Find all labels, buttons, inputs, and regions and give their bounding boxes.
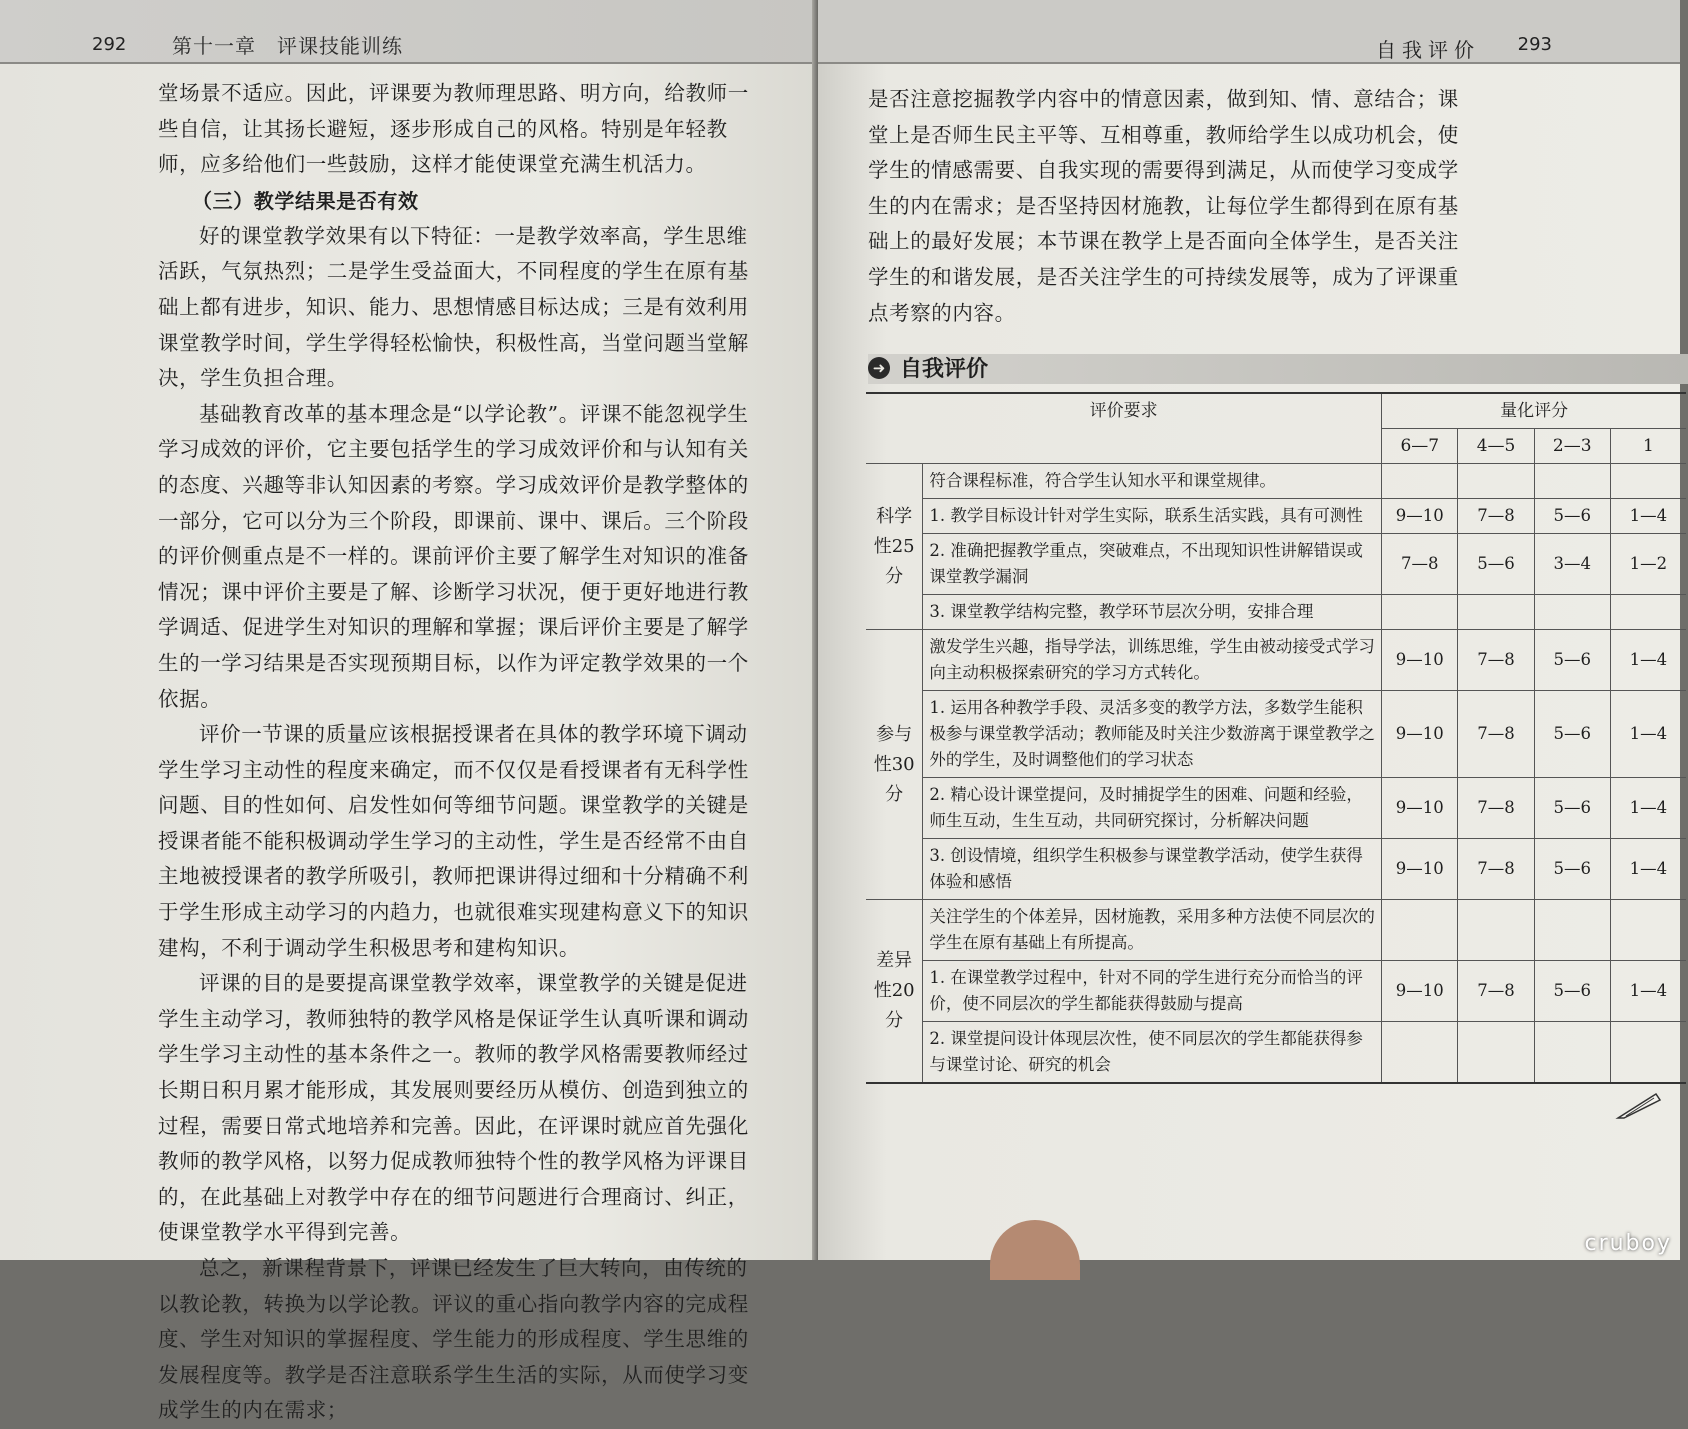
category-label: 科学性25分 — [866, 464, 923, 630]
row-text: 3. 课堂教学结构完整，教学环节层次分明，安排合理 — [923, 595, 1382, 630]
paragraph: 是否注意挖掘教学内容中的情意因素，做到知、情、意结合；课堂上是否师生民主平等、互相尊重，教师给学生以成功机会，使学生的情感需要、自我实现的需要得到满足，从而使学习变成学生的内在需求；是否坚持因材施教，让每位学生都得到在原有基础上的最好发展；本节课在教学上是否面向全体学生，是否关注学生的和谐发展，是否关注学生的可持续发展等，成为了评课重点考察的内容。 — [868, 87, 1459, 325]
score-level: 6—7 — [1382, 429, 1458, 464]
table-row — [866, 961, 1686, 1022]
row-text: 2. 精心设计课堂提问，及时捕捉学生的困难、问题和经验，师生互动，生生互动，共同研究探讨，分析解决问题 — [923, 778, 1382, 839]
left-page — [0, 0, 830, 1423]
score-cell: 1—4 — [1610, 691, 1686, 778]
row-text: 1. 运用各种教学手段、灵活多变的教学方法，多数学生能积极参与课堂教学活动；教师能及时关注少数游离于课堂教学之外的学生，及时调整他们的学习状态 — [923, 691, 1382, 778]
row-text: 3. 创设情境，组织学生积极参与课堂教学活动，使学生获得体验和感悟 — [923, 839, 1382, 900]
left-page-body — [158, 76, 758, 1429]
table-row — [866, 778, 1686, 839]
score-cell: 1—2 — [1610, 534, 1686, 595]
score-cell — [1610, 595, 1686, 630]
score-cell: 7—8 — [1458, 499, 1534, 534]
score-cell — [1382, 464, 1458, 499]
score-cell: 1—4 — [1610, 961, 1686, 1022]
row-text: 2. 课堂提问设计体现层次性，使不同层次的学生都能获得参与课堂讨论、研究的机会 — [923, 1022, 1382, 1084]
running-title: 自我评价 — [1376, 38, 1480, 62]
score-cell — [1382, 900, 1458, 961]
table-row — [866, 464, 1686, 499]
table-row — [866, 499, 1686, 534]
score-cell — [1458, 1022, 1534, 1084]
score-cell — [1534, 900, 1610, 961]
score-cell — [1458, 464, 1534, 499]
right-page-body — [868, 82, 1478, 331]
score-cell: 5—6 — [1534, 778, 1610, 839]
score-cell — [1534, 464, 1610, 499]
score-cell: 9—10 — [1382, 691, 1458, 778]
score-cell — [1534, 1022, 1610, 1084]
paragraph: 评课的目的是要提高课堂教学效率，课堂教学的关键是促进学生主动学习，教师独特的教学风格是保证学生认真听课和调动学生学习主动性的基本条件之一。教师的教学风格需要教师经过长期日积月累才能形成，其发展则要经历从模仿、创造到独立的过程，需要日常式地培养和完善。因此，在评课时就应首先强化教师的教学风格，以努力促成教师独特个性的教学风格为评课目的，在此基础上对教学中存在的细节问题进行合理商讨、纠正，使课堂教学水平得到完善。 — [158, 971, 749, 1245]
row-text: 1. 教学目标设计针对学生实际，联系生活实践，具有可测性 — [923, 499, 1382, 534]
score-level: 1 — [1610, 429, 1686, 464]
score-cell: 1—4 — [1610, 778, 1686, 839]
score-cell: 1—4 — [1610, 839, 1686, 900]
table-row — [866, 630, 1686, 691]
score-cell: 9—10 — [1382, 778, 1458, 839]
score-cell — [1610, 464, 1686, 499]
score-cell — [1610, 1022, 1686, 1084]
paragraph: 评价一节课的质量应该根据授课者在具体的教学环境下调动学生学习主动性的程度来确定，而不仅仅是看授课者有无科学性问题、目的性如何、启发性如何等细节问题。课堂教学的关键是授课者能不能积极调动学生学习的主动性，学生是否经常不由自主地被授课者的教学所吸引，教师把课讲得过细和十分精确不利于学生形成主动学习的内趋力，也就很难实现建构意义下的知识建构，不利于调动学生积极思考和建构知识。 — [158, 722, 749, 960]
score-cell: 1—4 — [1610, 499, 1686, 534]
table-row — [866, 691, 1686, 778]
paragraph: 堂场景不适应。因此，评课要为教师理思路、明方向，给教师一些自信，让其扬长避短，逐步形成自己的风格。特别是年轻教师，应多给他们一些鼓励，这样才能使课堂充满生机活力。 — [158, 81, 749, 177]
score-cell: 9—10 — [1382, 499, 1458, 534]
score-cell: 9—10 — [1382, 961, 1458, 1022]
score-cell: 7—8 — [1458, 961, 1534, 1022]
table-row — [866, 900, 1686, 961]
subheading: （三）教学结果是否有效 — [192, 188, 419, 213]
paragraph: 基础教育改革的基本理念是“以学论教”。评课不能忽视学生学习成效的评价，它主要包括学生的学习成效评价和与认知有关的态度、兴趣等非认知因素的考察。学习成效评价是教学整体的一部分，它可以分为三个阶段，即课前、课中、课后。三个阶段的评价侧重点是不一样的。课前评价主要了解学生对知识的准备情况；课中评价主要是了解、诊断学习状况，便于更好地进行教学调适、促进学生对知识的理解和掌握；课后评价主要是了解学生的一学习结果是否实现预期目标，以作为评定教学效果的一个依据。 — [158, 401, 749, 711]
row-text: 1. 在课堂教学过程中，针对不同的学生进行充分而恰当的评价，使不同层次的学生都能获得鼓励与提高 — [923, 961, 1382, 1022]
category-label: 参与性30分 — [866, 630, 923, 900]
quill-icon — [1616, 1090, 1662, 1120]
left-page-header — [0, 0, 830, 64]
score-cell: 5—6 — [1534, 839, 1610, 900]
score-cell: 7—8 — [1382, 534, 1458, 595]
score-cell — [1534, 595, 1610, 630]
table-row — [866, 839, 1686, 900]
paragraph: 总之，新课程背景下，评课已经发生了巨大转向，由传统的以教论教，转换为以学论教。评议的重心指向教学内容的完成程度、学生对知识的掌握程度、学生能力的形成程度、学生思维的发展程度等。教学是否注意联系学生生活的实际，从而使学习变成学生的内在需求； — [158, 1256, 749, 1423]
score-cell: 7—8 — [1458, 839, 1534, 900]
category-label: 差异性20分 — [866, 900, 923, 1084]
score-cell — [1382, 595, 1458, 630]
table-header-score: 量化评分 — [1382, 393, 1686, 429]
score-cell — [1610, 900, 1686, 961]
score-cell: 5—6 — [1534, 499, 1610, 534]
score-cell: 9—10 — [1382, 839, 1458, 900]
table-header-requirement: 评价要求 — [866, 393, 1382, 464]
row-text: 关注学生的个体差异，因材施教，采用多种方法使不同层次的学生在原有基础上有所提高。 — [923, 900, 1382, 961]
chapter-title: 第十一章 评课技能训练 — [172, 34, 403, 58]
table-row — [866, 1022, 1686, 1084]
score-cell: 5—6 — [1534, 961, 1610, 1022]
score-cell: 3—4 — [1534, 534, 1610, 595]
row-text: 2. 准确把握教学重点，突破难点，不出现知识性讲解错误或课堂教学漏洞 — [923, 534, 1382, 595]
score-cell: 5—6 — [1458, 534, 1534, 595]
paragraph: 好的课堂教学效果有以下特征：一是教学效率高，学生思维活跃，气氛热烈；二是学生受益面大，不同程度的学生在原有基础上都有进步，知识、能力、思想情感目标达成；三是有效利用课堂教学时间，学生学得轻松愉快，积极性高，当堂问题当堂解决，学生负担合理。 — [158, 223, 749, 391]
right-page-header — [818, 0, 1680, 64]
score-cell: 1—4 — [1610, 630, 1686, 691]
score-cell — [1382, 1022, 1458, 1084]
row-text: 符合课程标准，符合学生认知水平和课堂规律。 — [923, 464, 1382, 499]
section-heading — [868, 352, 988, 383]
score-cell — [1458, 900, 1534, 961]
score-cell: 7—8 — [1458, 778, 1534, 839]
score-cell — [1458, 595, 1534, 630]
right-page-number: 293 — [1517, 34, 1552, 55]
table-row — [866, 534, 1686, 595]
score-cell: 5—6 — [1534, 691, 1610, 778]
score-cell: 7—8 — [1458, 630, 1534, 691]
section-bar — [868, 354, 1688, 384]
arrow-circle-icon: ➜ — [868, 357, 890, 379]
score-level: 2—3 — [1534, 429, 1610, 464]
section-title: 自我评价 — [900, 357, 989, 382]
score-cell: 5—6 — [1534, 630, 1610, 691]
score-cell: 9—10 — [1382, 630, 1458, 691]
watermark: cruboy — [1584, 1231, 1672, 1256]
row-text: 激发学生兴趣，指导学法，训练思维，学生由被动接受式学习向主动积极探索研究的学习方式转化。 — [923, 630, 1382, 691]
right-page — [818, 0, 1680, 1260]
table-row — [866, 595, 1686, 630]
score-cell: 7—8 — [1458, 691, 1534, 778]
left-page-number: 292 — [92, 34, 127, 55]
evaluation-table — [866, 392, 1686, 1084]
score-level: 4—5 — [1458, 429, 1534, 464]
